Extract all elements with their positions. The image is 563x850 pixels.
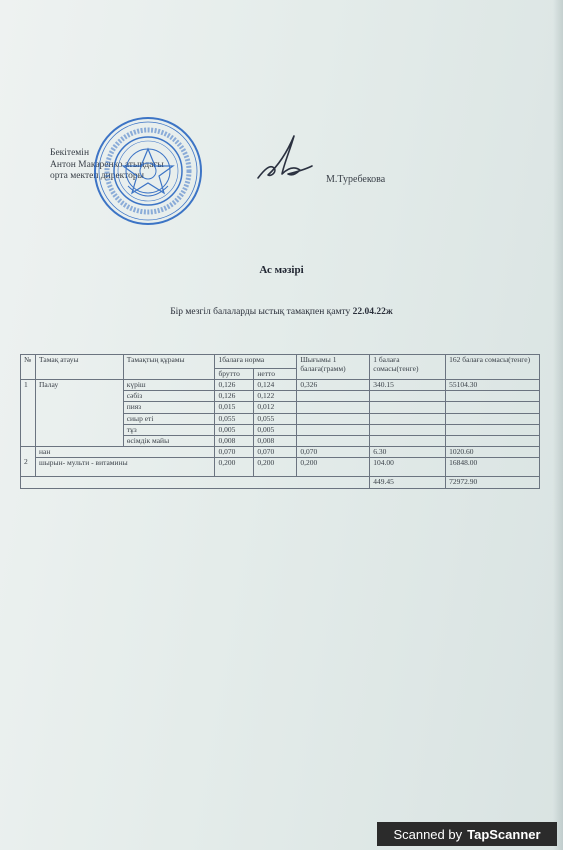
- cell-netto: 0,005: [254, 424, 297, 435]
- cell-ingredient: сәбіз: [123, 391, 215, 402]
- cell-price-162: 16848.00: [446, 458, 540, 477]
- cell-empty: [446, 424, 540, 435]
- cell-netto: 0,008: [254, 435, 297, 446]
- col-header-brutto: брутто: [215, 369, 254, 380]
- cell-brutto: 0,126: [215, 391, 254, 402]
- cell-total-price-one: 449.45: [370, 477, 446, 488]
- col-header-output: Шығымы 1 балаға(грамм): [297, 355, 370, 380]
- table-row: [21, 458, 540, 477]
- cell-brutto: 0,008: [215, 435, 254, 446]
- cell-empty: [446, 391, 540, 402]
- col-header-number: №: [21, 355, 36, 380]
- approval-line-3: орта мектеп директоры: [50, 171, 145, 181]
- cell-dish: Палау: [35, 380, 123, 447]
- watermark-brand: TapScanner: [467, 826, 541, 842]
- cell-ingredient: пияз: [123, 402, 215, 413]
- cell-netto: 0,200: [254, 458, 297, 477]
- cell-ingredient: сиыр еті: [123, 413, 215, 424]
- cell-empty: [446, 435, 540, 446]
- cell-empty: [297, 391, 370, 402]
- col-header-price-one: 1 балаға сомасы(тенге): [370, 355, 446, 380]
- cell-price-one: 340.15: [370, 380, 446, 391]
- table-row: [21, 380, 540, 391]
- cell-dish: нан: [35, 447, 214, 458]
- menu-table: [20, 354, 540, 489]
- watermark-prefix: Scanned by: [393, 826, 463, 842]
- cell-empty: [21, 477, 370, 488]
- cell-output: 0,200: [297, 458, 370, 477]
- col-header-norm: 1балаға норма: [215, 355, 297, 369]
- subtitle-text: Бір мезгіл балаларды ыстық тамақпен қамту: [170, 307, 353, 317]
- cell-price-one: 6.30: [370, 447, 446, 458]
- cell-netto: 0,012: [254, 402, 297, 413]
- cell-netto: 0,070: [254, 447, 297, 458]
- col-header-netto: нетто: [254, 369, 297, 380]
- col-header-dish: Тамақ атауы: [35, 355, 123, 380]
- table-row: [21, 447, 540, 458]
- cell-empty: [370, 402, 446, 413]
- cell-netto: 0,124: [254, 380, 297, 391]
- cell-number: 1: [21, 380, 36, 447]
- col-header-price-162: 162 балаға сомасы(тенге): [446, 355, 540, 380]
- table-header-row: [21, 355, 540, 369]
- cell-empty: [297, 402, 370, 413]
- scanner-watermark: [377, 822, 557, 846]
- cell-brutto: 0,070: [215, 447, 254, 458]
- cell-empty: [297, 413, 370, 424]
- cell-number: 2: [21, 447, 36, 477]
- cell-empty: [297, 435, 370, 446]
- cell-brutto: 0,055: [215, 413, 254, 424]
- cell-dish: шырын- мульти - витамины: [35, 458, 214, 477]
- cell-total-price-162: 72972.90: [446, 477, 540, 488]
- cell-brutto: 0,200: [215, 458, 254, 477]
- cell-output: 0,326: [297, 380, 370, 391]
- cell-empty: [370, 424, 446, 435]
- document-subtitle: [0, 307, 563, 317]
- cell-empty: [446, 402, 540, 413]
- approval-line-2: Антон Макаренко атындағы: [50, 159, 164, 170]
- cell-ingredient: өсімдік майы: [123, 435, 215, 446]
- document-date: 22.04.22ж: [352, 307, 393, 317]
- approval-line-1: Бекітемін: [50, 148, 90, 158]
- cell-brutto: 0,005: [215, 424, 254, 435]
- table-totals-row: [21, 477, 540, 488]
- cell-empty: [370, 413, 446, 424]
- cell-ingredient: тұз: [123, 424, 215, 435]
- cell-ingredient: күріш: [123, 380, 215, 391]
- cell-empty: [297, 424, 370, 435]
- cell-brutto: 0,126: [215, 380, 254, 391]
- signer-name: М.Туребекова: [326, 174, 386, 185]
- official-seal-stamp: [93, 116, 203, 226]
- cell-empty: [370, 435, 446, 446]
- cell-empty: [370, 391, 446, 402]
- cell-output: 0,070: [297, 447, 370, 458]
- cell-empty: [446, 413, 540, 424]
- cell-brutto: 0,015: [215, 402, 254, 413]
- cell-price-one: 104.00: [370, 458, 446, 477]
- page-edge-shadow: [553, 0, 563, 850]
- cell-netto: 0,122: [254, 391, 297, 402]
- document-title: Ас мәзірі: [259, 264, 304, 276]
- col-header-ingredients: Тамақтың құрамы: [123, 355, 215, 380]
- cell-netto: 0,055: [254, 413, 297, 424]
- cell-price-162: 55104.30: [446, 380, 540, 391]
- handwritten-signature: [250, 130, 315, 190]
- cell-price-162: 1020.60: [446, 447, 540, 458]
